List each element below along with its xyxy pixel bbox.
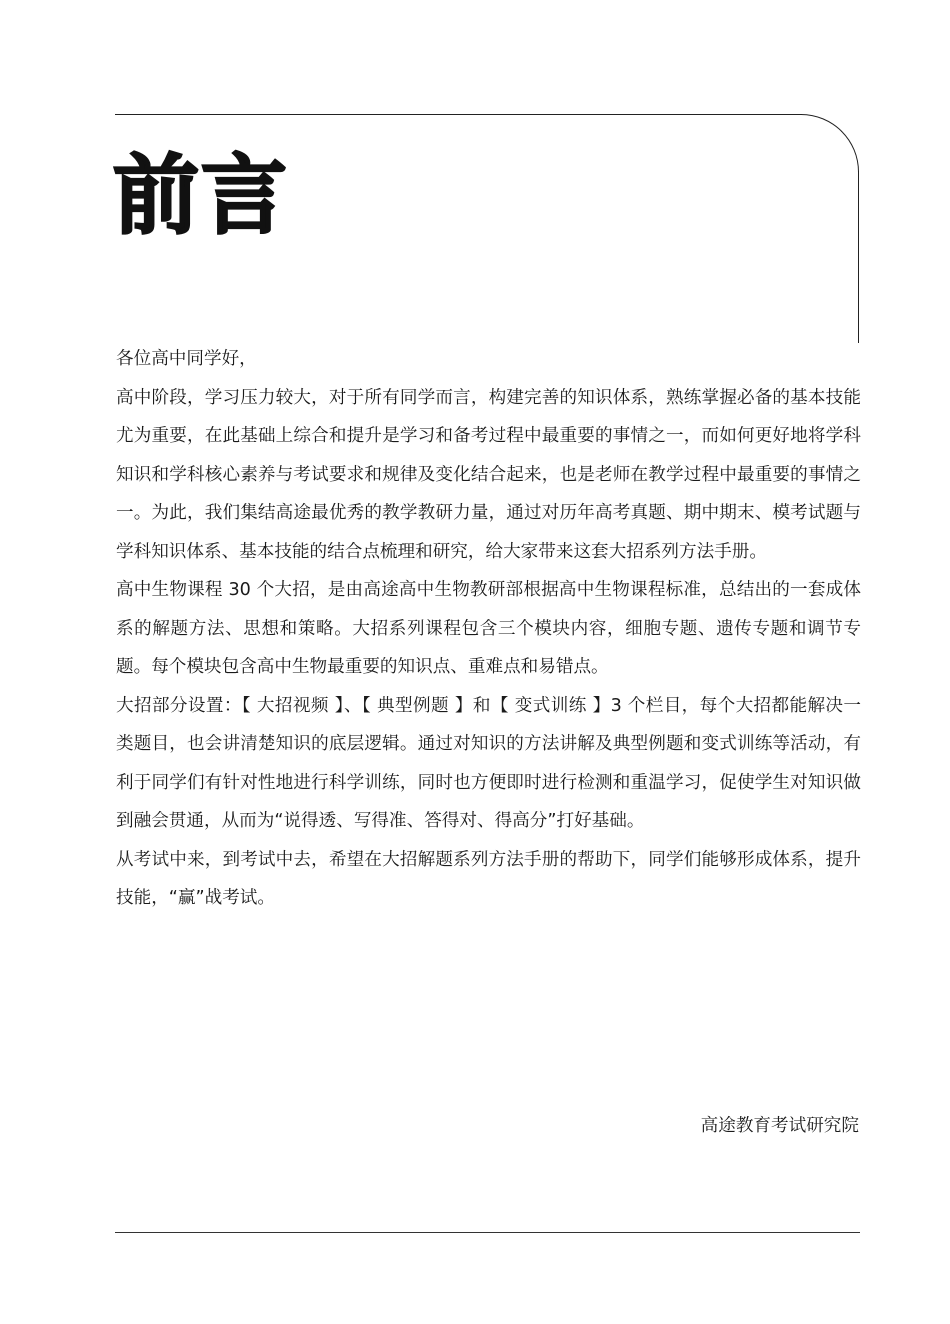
bottom-rule: [115, 1232, 860, 1233]
signature: 高途教育考试研究院: [700, 1116, 859, 1136]
paragraph-intro: 高中阶段，学习压力较大，对于所有同学而言，构建完善的知识体系，熟练掌握必备的基本技能尤为重要，在此基础上综合和提升是学习和备考过程中最重要的事情之一，而如何更好地将学科知识和学科核心素养与考试要求和规律及变化结合起来，也是老师在教学过程中最重要的事情之一。为此，我们集结高途最优秀的教学教研力量，通过对历年高考真题、期中期末、模考试题与学科知识体系、基本技能的结合点梳理和研究，给大家带来这套大招系列方法手册。: [116, 387, 861, 562]
greeting: 各位高中同学好，: [116, 349, 257, 369]
paragraph-structure: 大招部分设置：【 大招视频 】、【 典型例题 】和【 变式训练 】3 个栏目，每个大招都能解决一类题目，也会讲清楚知识的底层逻辑。通过对知识的方法讲解及典型例题和变式训练等活动，有利于同学们有针对性地进行科学训练，同时也方便即时进行检测和重温学习，促使学生对知识做到融会贯通，从而为“说得透、写得准、答得对、得高分”打好基础。: [116, 695, 861, 831]
page-title: 前言: [113, 146, 289, 246]
top-right-corner-arc: [801, 114, 859, 172]
paragraph-course: 高中生物课程 30 个大招，是由高途高中生物教研部根据高中生物课程标准，总结出的一套成体系的解题方法、思想和策略。大招系列课程包含三个模块内容，细胞专题、遗传专题和调节专题。每个模块包含高中生物最重要的知识点、重难点和易错点。: [116, 580, 861, 677]
preface-body: [116, 340, 861, 918]
top-rule: [115, 114, 802, 115]
right-rule: [858, 171, 859, 343]
paragraph-closing: 从考试中来，到考试中去，希望在大招解题系列方法手册的帮助下，同学们能够形成体系，提升技能，“赢”战考试。: [116, 849, 861, 908]
